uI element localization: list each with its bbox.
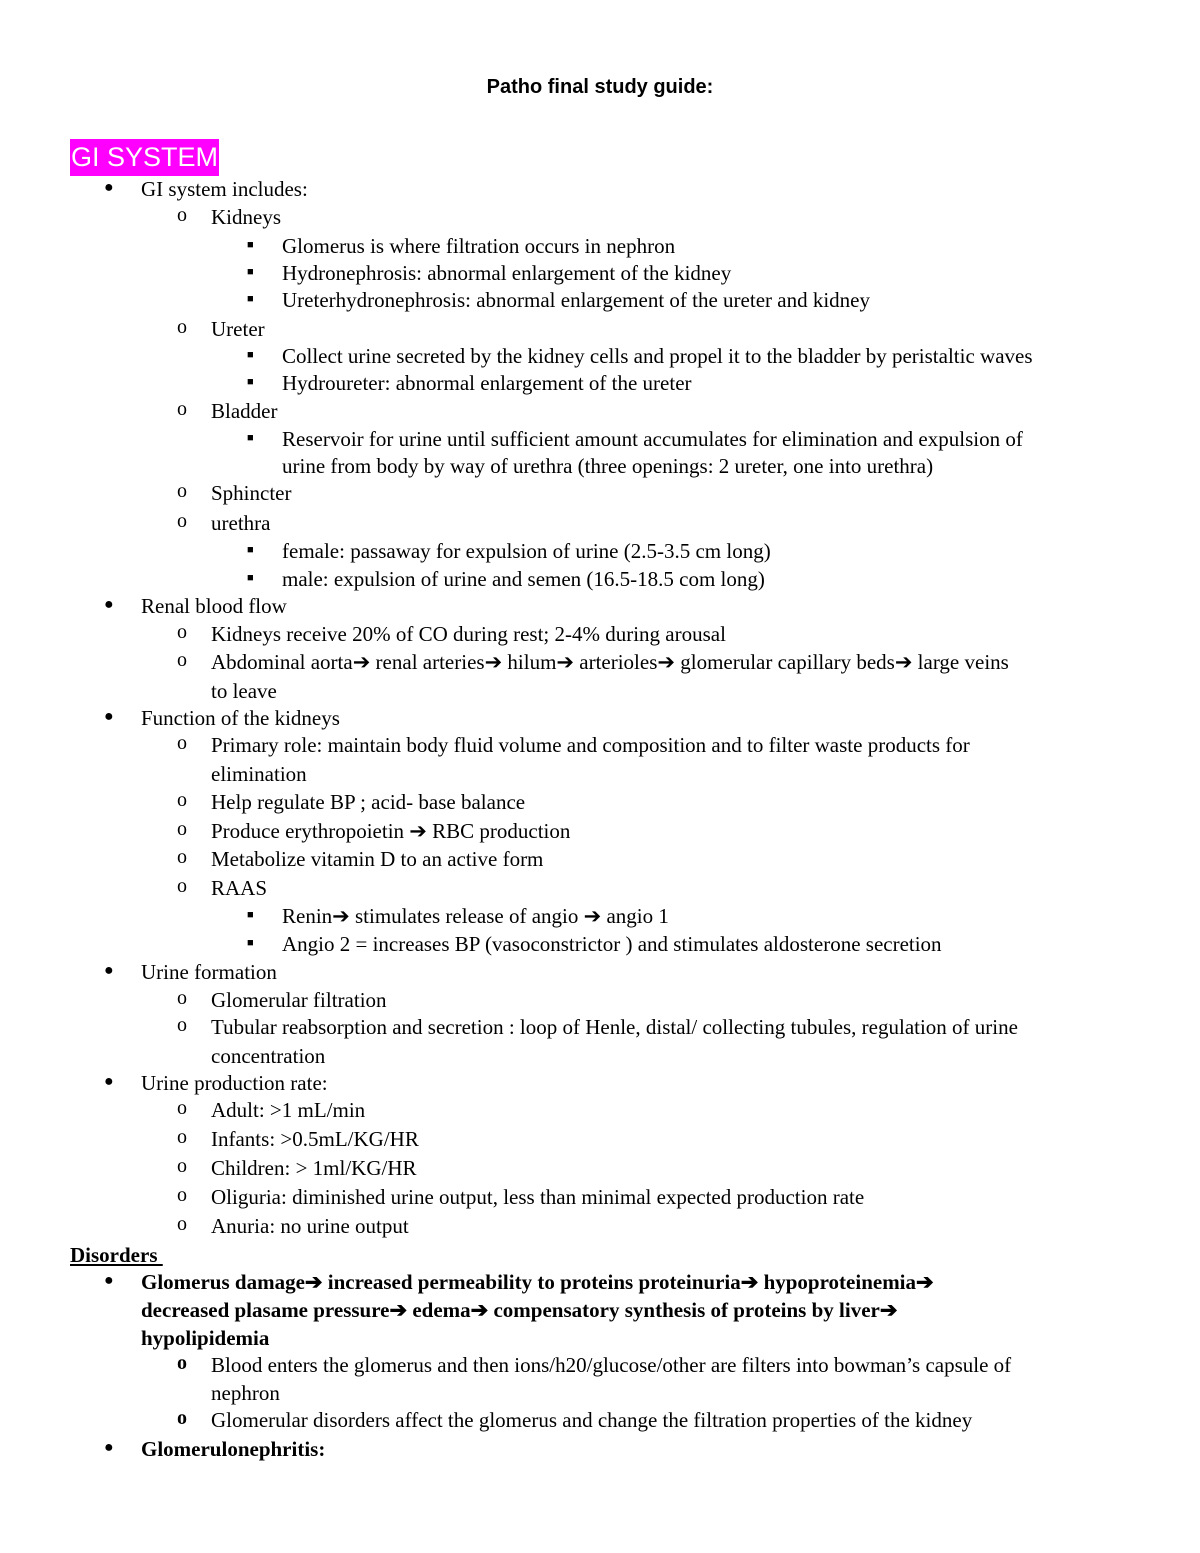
bullet-marker: o (177, 818, 187, 840)
bullet-marker: o (177, 1213, 187, 1235)
bullet-marker: ■ (247, 293, 254, 305)
list-item-text: urethra (211, 511, 271, 535)
list-item-text: RAAS (211, 876, 268, 900)
bullet-marker: o (177, 1126, 187, 1148)
bullet-marker: ● (104, 179, 114, 196)
list-item-text: Sphincter (211, 481, 292, 505)
list-item-text: Angio 2 = increases BP (vasoconstrictor ) and stimulates aldosterone secretion (282, 932, 942, 956)
bullet-marker: ■ (247, 376, 254, 388)
bullet-marker: o (177, 846, 187, 868)
bullet-marker: o (177, 316, 187, 338)
list-item-text: Hydroureter: abnormal enlargement of the ureter (282, 371, 692, 395)
list-item-text: Glomerular disorders affect the glomerus and change the filtration properties of the kidney (211, 1408, 973, 1432)
bullet-marker: ● (104, 708, 114, 725)
bullet-marker: ● (104, 1073, 114, 1090)
list-item-text: Adult: >1 mL/min (211, 1098, 366, 1122)
bullet-marker: o (177, 1184, 187, 1206)
list-item-text: Bladder (211, 399, 278, 423)
list-item-text: Produce erythropoietin ➔ RBC production (211, 819, 571, 843)
page-title: Patho final study guide: (486, 76, 714, 98)
list-item-text: Glomerus is where filtration occurs in nephron (282, 234, 676, 258)
list-item-text: Hydronephrosis: abnormal enlargement of the kidney (282, 261, 732, 285)
bullet-marker: ■ (247, 349, 254, 361)
bullet-marker: ● (104, 1272, 114, 1289)
list-item-text: Urine formation (141, 960, 277, 984)
bullet-marker: o (177, 1407, 187, 1429)
bullet-marker: o (177, 1155, 187, 1177)
bullet-marker: ■ (247, 937, 254, 949)
list-item-text: Ureterhydronephrosis: abnormal enlargement of the ureter and kidney (282, 288, 870, 312)
list-item-text: Glomerular filtration (211, 988, 387, 1012)
list-item-text: to leave (211, 679, 277, 703)
list-item-text: Metabolize vitamin D to an active form (211, 847, 544, 871)
list-item-text: Blood enters the glomerus and then ions/h20/glucose/other are filters into bowman’s capsule of (211, 1353, 1012, 1377)
list-item-text: Abdominal aorta➔ renal arteries➔ hilum➔ arterioles➔ glomerular capillary beds➔ large veins (211, 650, 1009, 674)
list-item-text: Function of the kidneys (141, 706, 340, 730)
list-item-text: GI system includes: (141, 177, 308, 201)
list-item-text: female: passaway for expulsion of urine (2.5-3.5 cm long) (282, 539, 771, 563)
bullet-marker: ■ (247, 909, 254, 921)
list-item-text: decreased plasame pressure➔ edema➔ compensatory synthesis of proteins by liver➔ (141, 1298, 898, 1322)
list-item-text: Infants: >0.5mL/KG/HR (211, 1127, 419, 1151)
list-item-text: nephron (211, 1381, 280, 1405)
bullet-marker: o (177, 480, 187, 502)
bullet-marker: ■ (247, 239, 254, 251)
list-item-text: Children: > 1ml/KG/HR (211, 1156, 417, 1180)
list-item-text: Kidneys (211, 205, 281, 229)
list-item-text: Renal blood flow (141, 594, 287, 618)
bullet-marker: ■ (247, 544, 254, 556)
bullet-marker: ● (104, 1439, 114, 1456)
list-item-text: Urine production rate: (141, 1071, 328, 1095)
list-item-text: urine from body by way of urethra (three openings: 2 ureter, one into urethra) (282, 454, 934, 478)
bullet-marker: o (177, 1352, 187, 1374)
bullet-marker: o (177, 1097, 187, 1119)
list-item-text: Oliguria: diminished urine output, less than minimal expected production rate (211, 1185, 865, 1209)
bullet-marker: o (177, 732, 187, 754)
list-item-text: Collect urine secreted by the kidney cells and propel it to the bladder by peristaltic waves (282, 344, 1033, 368)
list-item-text: Glomerus damage➔ increased permeability to proteins proteinuria➔ hypoproteinemia➔ (141, 1270, 934, 1294)
bullet-marker: o (177, 789, 187, 811)
bullet-marker: o (177, 204, 187, 226)
bullet-marker: ● (104, 962, 114, 979)
list-item-text: Tubular reabsorption and secretion : loop of Henle, distal/ collecting tubules, regulation of urine (211, 1015, 1018, 1039)
bullet-marker: o (177, 1014, 187, 1036)
bullet-marker: o (177, 510, 187, 532)
list-item-text: Anuria: no urine output (211, 1214, 409, 1238)
list-item-text: male: expulsion of urine and semen (16.5-18.5 com long) (282, 567, 765, 591)
bullet-marker: o (177, 649, 187, 671)
bullet-marker: ■ (247, 432, 254, 444)
list-item-text: Ureter (211, 317, 265, 341)
bullet-marker: o (177, 621, 187, 643)
bullet-marker: o (177, 875, 187, 897)
bullet-marker: o (177, 987, 187, 1009)
list-item-text: hypolipidemia (141, 1326, 270, 1350)
list-item-text: Primary role: maintain body fluid volume and composition and to filter waste products for (211, 733, 970, 757)
list-item-text: Kidneys receive 20% of CO during rest; 2-4% during arousal (211, 622, 726, 646)
disorders-heading: Disorders (70, 1243, 163, 1267)
list-item-text: elimination (211, 762, 307, 786)
list-item-text: Glomerulonephritis: (141, 1437, 326, 1461)
list-item-text: Help regulate BP ; acid- base balance (211, 790, 526, 814)
bullet-marker: ■ (247, 572, 254, 584)
section-heading: GI SYSTEM (70, 139, 219, 176)
bullet-marker: o (177, 398, 187, 420)
bullet-marker: ■ (247, 266, 254, 278)
list-item-text: Renin➔ stimulates release of angio ➔ angio 1 (282, 904, 669, 928)
list-item-text: Reservoir for urine until sufficient amount accumulates for elimination and expulsion of (282, 427, 1023, 451)
list-item-text: concentration (211, 1044, 326, 1068)
bullet-marker: ● (104, 596, 114, 613)
